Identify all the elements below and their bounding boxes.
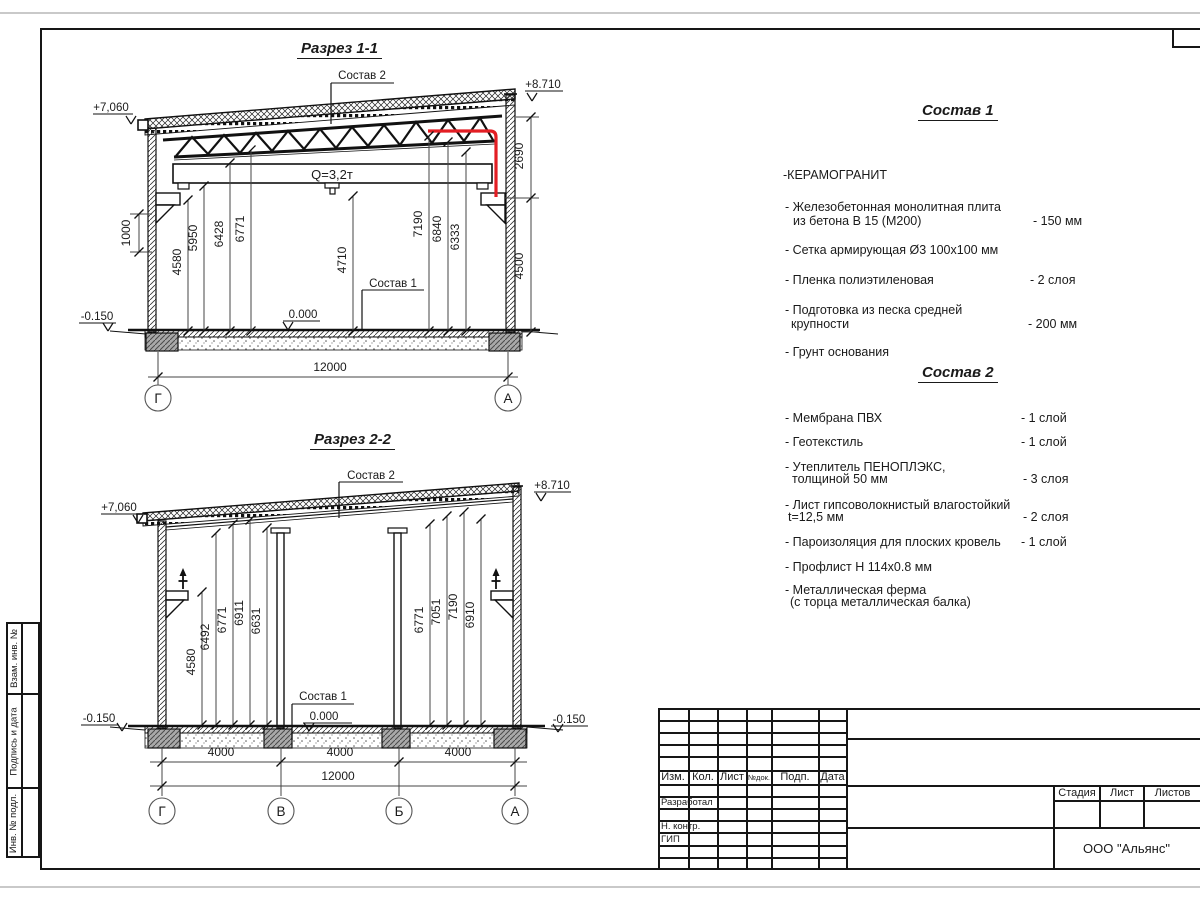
svg-text:7051: 7051: [429, 598, 443, 626]
sostav2-title: Состав 2: [918, 364, 998, 383]
tb-stage: Стадия: [1058, 786, 1096, 799]
svg-text:-0.150: -0.150: [82, 713, 116, 725]
sostav1-item: - Пленка полиэтиленовая: [785, 273, 934, 287]
title-block: [658, 708, 1200, 870]
sostav2-item: t=12,5 мм: [788, 510, 844, 524]
svg-text:6631: 6631: [249, 607, 263, 635]
floor-1: [110, 330, 558, 351]
svg-text:4580: 4580: [170, 248, 184, 276]
axis-g-2: Г: [158, 804, 166, 819]
svg-text:-0.150: -0.150: [552, 714, 586, 726]
svg-text:4710: 4710: [335, 246, 349, 274]
svg-text:-0.150: -0.150: [80, 311, 114, 323]
axis-g-1: Г: [154, 391, 162, 406]
sostav1-item: - Подготовка из песка средней: [785, 303, 963, 317]
svg-text:6333: 6333: [448, 223, 462, 251]
sostav1-item: -КЕРАМОГРАНИТ: [783, 168, 888, 182]
side-strip-cell-vzam: Взам. инв. №: [8, 628, 20, 688]
dim-ticks-1: [184, 132, 471, 336]
sostav2-value: - 3 слоя: [1023, 472, 1069, 486]
crane-capacity-label: Q=3,2т: [311, 167, 353, 182]
svg-text:+7,060: +7,060: [93, 102, 129, 114]
sostav1-value: - 150 мм: [1033, 214, 1083, 228]
side-strip: [6, 622, 40, 858]
sostav1-value: - 200 мм: [1028, 317, 1078, 331]
tb-col-data: Дата: [820, 771, 845, 783]
roof-2: [137, 483, 519, 530]
side-strip-cell-podpis: Подпись и дата: [8, 706, 20, 776]
section2-title: Разрез 2-2: [310, 431, 395, 450]
svg-text:Состав 2: Состав 2: [347, 470, 395, 482]
axis-a-1: А: [503, 391, 513, 406]
sostav2-item: - Геотекстиль: [785, 435, 864, 449]
tb-col-kol: Кол.: [692, 771, 714, 783]
sostav2-value: - 2 слоя: [1023, 510, 1069, 524]
svg-text:6428: 6428: [212, 220, 226, 248]
brackets-1: [156, 193, 505, 223]
sostav2-value: - 1 слой: [1021, 411, 1067, 425]
section-1-1: [79, 70, 563, 411]
tb-col-list: Лист: [720, 771, 744, 783]
svg-text:0.000: 0.000: [288, 309, 318, 321]
dim-2690: 2690: [512, 142, 526, 170]
tb-col-ndok: №док.: [748, 772, 770, 782]
axes-1: [145, 385, 521, 411]
sostav1-item: крупности: [791, 317, 850, 331]
svg-text:+8.710: +8.710: [525, 79, 561, 91]
dim-1000-label: 1000: [119, 219, 133, 247]
svg-text:5950: 5950: [186, 224, 200, 252]
sostav2-value: - 1 слой: [1021, 435, 1067, 449]
axis-a-2: А: [510, 804, 520, 819]
sostav1-title: Состав 1: [918, 102, 998, 121]
dim-12000-2: 12000: [321, 769, 355, 783]
tb-row-developed: Разработал: [661, 797, 713, 808]
sostav1-item: - Железобетонная монолитная плита: [785, 200, 1001, 214]
svg-text:Состав 1: Состав 1: [299, 691, 347, 703]
svg-text:7190: 7190: [411, 210, 425, 238]
sostav2-item: - Лист гипсоволокнистый влагостойкий: [785, 498, 1011, 512]
svg-text:6771: 6771: [215, 606, 229, 634]
sostav1-item: из бетона В 15 (М200): [793, 214, 922, 228]
sostav1-item: - Грунт основания: [785, 345, 890, 359]
dim-4000-3: 4000: [444, 745, 472, 759]
sostav2-item: толщиной 50 мм: [792, 472, 888, 486]
svg-text:6771: 6771: [233, 215, 247, 243]
axes-2: [149, 798, 528, 824]
tb-col-izm: Изм.: [661, 771, 685, 783]
svg-text:6840: 6840: [430, 215, 444, 243]
tb-row-gip: ГИП: [661, 834, 680, 845]
svg-text:Состав 2: Состав 2: [338, 70, 386, 82]
sostav2-item: (с торца металлическая балка): [790, 595, 971, 609]
dim-labels-2: [184, 593, 477, 675]
sostav2-value: - 1 слой: [1021, 535, 1067, 549]
tb-organization: ООО "Альянс": [1083, 840, 1170, 856]
dim-4500: 4500: [512, 252, 526, 280]
sostav2-item: - Утеплитель ПЕНОПЛЭКС,: [785, 460, 946, 474]
svg-text:6911: 6911: [232, 600, 246, 626]
tb-col-podp: Подп.: [780, 771, 810, 783]
svg-text:6910: 6910: [463, 601, 477, 629]
axis-b-2: Б: [394, 804, 404, 819]
svg-text:Состав 1: Состав 1: [369, 278, 417, 290]
tb-sheets: Листов: [1154, 786, 1191, 799]
svg-text:+8.710: +8.710: [534, 480, 570, 492]
svg-text:0.000: 0.000: [309, 711, 339, 723]
sostav2-item: - Металлическая ферма: [785, 583, 927, 597]
section-2-2: [81, 470, 588, 824]
tb-sheet: Лист: [1110, 786, 1134, 799]
svg-text:4580: 4580: [184, 648, 198, 676]
sostav2-item: - Профлист Н 114х0.8 мм: [785, 560, 932, 574]
side-strip-cell-inv: Инв. № подл.: [8, 793, 20, 853]
axis-v-2: В: [276, 804, 286, 819]
svg-text:+7,060: +7,060: [101, 502, 137, 514]
svg-text:7190: 7190: [446, 593, 460, 621]
section1-title: Разрез 1-1: [297, 40, 382, 59]
dim-4000-2: 4000: [326, 745, 354, 759]
dim-4000-1: 4000: [207, 745, 235, 759]
sostav1-item: - Сетка армирующая Ø3 100х100 мм: [785, 243, 999, 257]
sostav1-value: - 2 слоя: [1030, 273, 1076, 287]
svg-text:6492: 6492: [198, 623, 212, 651]
svg-text:6771: 6771: [412, 606, 426, 634]
tb-row-ncontrol: Н. контр.: [661, 821, 701, 832]
dim-12000-1: 12000: [313, 360, 347, 374]
sostav2-item: - Мембрана ПВХ: [785, 411, 883, 425]
sostav2-item: - Пароизоляция для плоских кровель: [785, 535, 1001, 549]
dim-labels-1: [170, 210, 462, 275]
